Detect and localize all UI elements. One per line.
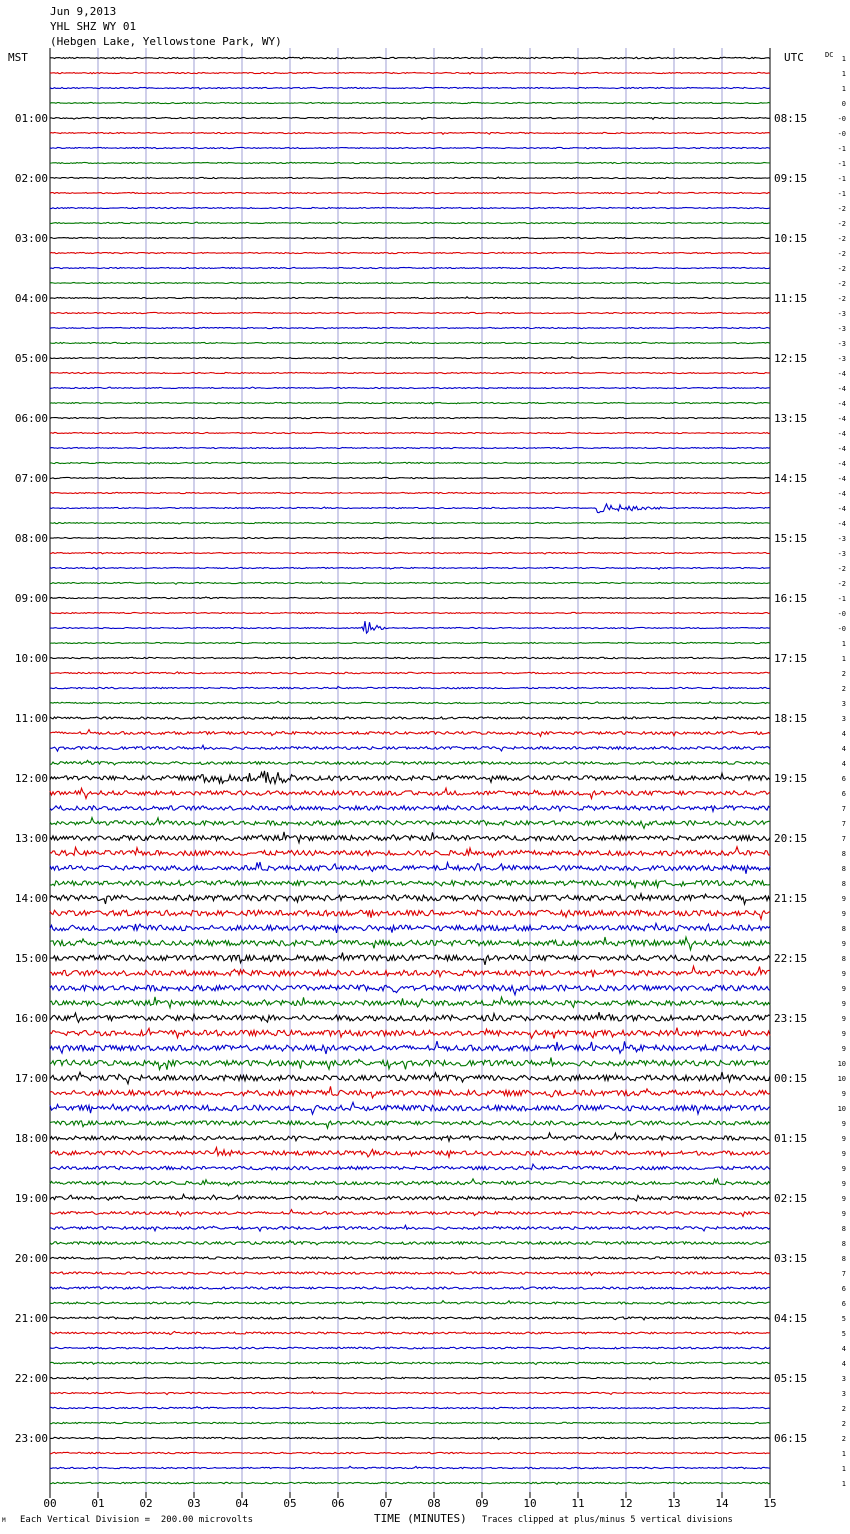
x-tick-label: 04: [235, 1497, 249, 1510]
trace-row: [50, 402, 770, 404]
dc-offset-value: -2: [837, 295, 846, 303]
mst-hour-label: 15:00: [14, 952, 48, 965]
dc-offset-value: 8: [841, 850, 846, 858]
trace-row: [50, 252, 770, 253]
trace-row: [50, 642, 770, 643]
dc-offset-value: 4: [841, 1345, 846, 1353]
dc-offset-value: -2: [837, 205, 846, 213]
utc-hour-label: 12:15: [774, 352, 808, 365]
trace-row: [50, 207, 770, 208]
trace-row: [50, 1272, 770, 1276]
trace-row: [50, 1347, 770, 1349]
trace-row: [50, 567, 770, 569]
mst-hour-label: 16:00: [14, 1012, 48, 1025]
utc-hour-label: 21:15: [774, 892, 808, 905]
dc-offset-value: -4: [837, 490, 846, 498]
x-tick-label: 10: [523, 1497, 537, 1510]
dc-offset-value: -1: [837, 160, 846, 168]
trace-row: [50, 522, 770, 523]
trace-row: [50, 432, 770, 433]
utc-hour-label: 17:15: [774, 652, 808, 665]
trace-row: [50, 1121, 770, 1128]
mst-hour-label: 23:00: [14, 1432, 48, 1445]
trace-row: [50, 372, 770, 373]
utc-hour-label: 06:15: [774, 1432, 808, 1445]
trace-row: [50, 910, 770, 919]
dc-offset-value: 6: [841, 1300, 846, 1308]
x-tick-label: 12: [619, 1497, 633, 1510]
x-tick-label: 09: [475, 1497, 489, 1510]
trace-row: [50, 788, 770, 798]
mst-hour-label: 22:00: [14, 1372, 48, 1385]
utc-hour-label: 15:15: [774, 532, 808, 545]
dc-offset-value: -2: [837, 580, 846, 588]
dc-offset-value: 4: [841, 1360, 846, 1368]
utc-axis-label: UTC: [784, 51, 804, 64]
dc-offset-value: 10: [837, 1075, 846, 1083]
dc-offset-value: 2: [841, 1435, 846, 1443]
x-tick-label: 13: [667, 1497, 681, 1510]
dc-offset-value: -0: [837, 625, 846, 633]
trace-row: [50, 597, 770, 599]
mst-hour-label: 12:00: [14, 772, 48, 785]
trace-row: [50, 162, 770, 163]
trace-row: [50, 717, 770, 719]
dc-offset-value: -4: [837, 475, 846, 483]
trace-row: [50, 222, 770, 224]
mst-axis-label: MST: [8, 51, 28, 64]
utc-hour-label: 23:15: [774, 1012, 808, 1025]
dc-offset-value: -4: [837, 460, 846, 468]
trace-row: [50, 1317, 770, 1320]
dc-offset-value: 8: [841, 1255, 846, 1263]
trace-row: [50, 880, 770, 887]
dc-offset-value: -3: [837, 355, 846, 363]
mst-hour-label: 11:00: [14, 712, 48, 725]
utc-hour-label: 22:15: [774, 952, 808, 965]
trace-row: [50, 1301, 770, 1305]
station-location: (Hebgen Lake, Yellowstone Park, WY): [50, 35, 282, 48]
trace-row: [50, 87, 770, 89]
dc-offset-value: -4: [837, 430, 846, 438]
dc-offset-value: -3: [837, 340, 846, 348]
trace-row: [50, 282, 770, 283]
dc-offset-value: 1: [841, 85, 846, 93]
trace-row: [50, 1086, 770, 1097]
trace-row: [50, 1028, 770, 1039]
utc-hour-label: 05:15: [774, 1372, 808, 1385]
mst-hour-label: 05:00: [14, 352, 48, 365]
utc-hour-label: 18:15: [774, 712, 808, 725]
dc-offset-value: 9: [841, 1045, 846, 1053]
dc-offset-value: 9: [841, 1150, 846, 1158]
x-axis-ticks: [43, 1492, 776, 1510]
trace-row: [50, 1210, 770, 1217]
dc-offset-value: -1: [837, 595, 846, 603]
trace-row: [50, 1194, 770, 1201]
dc-offset-value: -4: [837, 505, 846, 513]
utc-hour-label: 19:15: [774, 772, 808, 785]
trace-row: [50, 1225, 770, 1231]
minute-gridlines: [50, 48, 770, 1492]
dc-offset-value: 9: [841, 1165, 846, 1173]
dc-offset-value: 6: [841, 1285, 846, 1293]
dc-offset-value: -0: [837, 610, 846, 618]
dc-offset-value: 9: [841, 1030, 846, 1038]
mst-hour-label: 13:00: [14, 832, 48, 845]
dc-offset-value: 1: [841, 1450, 846, 1458]
dc-offset-value: 1: [841, 1480, 846, 1488]
x-tick-label: 02: [139, 1497, 153, 1510]
trace-row: [50, 1452, 770, 1453]
dc-offset-value: -1: [837, 145, 846, 153]
trace-row: [50, 1102, 770, 1114]
mst-hour-label: 19:00: [14, 1192, 48, 1205]
x-tick-label: 15: [763, 1497, 777, 1510]
dc-offset-value: 1: [841, 55, 846, 63]
trace-row: [50, 1287, 770, 1289]
dc-offset-value: 7: [841, 820, 846, 828]
x-tick-label: 05: [283, 1497, 297, 1510]
trace-row: [50, 1437, 770, 1439]
trace-row: [50, 672, 770, 674]
trace-row: [50, 417, 770, 418]
trace-row: [50, 657, 770, 659]
dc-offset-value: 9: [841, 1000, 846, 1008]
trace-row: [50, 1164, 770, 1170]
trace-row: [50, 1041, 770, 1054]
x-tick-label: 00: [43, 1497, 57, 1510]
mst-hour-label: 02:00: [14, 172, 48, 185]
trace-row: [50, 701, 770, 703]
utc-hour-labels: [774, 112, 807, 1445]
utc-hour-label: 09:15: [774, 172, 808, 185]
dc-offset-value: -3: [837, 310, 846, 318]
dc-offset-value: 2: [841, 1405, 846, 1413]
trace-row: [50, 923, 770, 932]
trace-row: [50, 132, 770, 134]
dc-offset-value: 3: [841, 1375, 846, 1383]
trace-row: [50, 552, 770, 554]
trace-row: [50, 492, 770, 493]
trace-row: [50, 745, 770, 751]
dc-offset-value: -4: [837, 385, 846, 393]
dc-offset-value: 2: [841, 1420, 846, 1428]
dc-offset-value: -3: [837, 535, 846, 543]
dc-offset-value: -2: [837, 220, 846, 228]
dc-offset-value: -3: [837, 325, 846, 333]
dc-offset-value: -1: [837, 190, 846, 198]
dc-offset-value: 6: [841, 790, 846, 798]
trace-row: [50, 1392, 770, 1395]
x-tick-label: 08: [427, 1497, 441, 1510]
dc-offset-value: 8: [841, 955, 846, 963]
dc-offset-value: -1: [837, 175, 846, 183]
dc-offset-value: 1: [841, 640, 846, 648]
utc-hour-label: 02:15: [774, 1192, 808, 1205]
dc-offset-value: 4: [841, 745, 846, 753]
dc-offset-value: 6: [841, 775, 846, 783]
dc-offset-value: -0: [837, 115, 846, 123]
dc-offset-column: [838, 55, 846, 1488]
trace-row: [50, 297, 770, 299]
trace-row: [50, 847, 770, 857]
dc-offset-value: 2: [841, 670, 846, 678]
mst-hour-label: 06:00: [14, 412, 48, 425]
x-tick-label: 14: [715, 1497, 729, 1510]
clip-note: Traces clipped at plus/minus 5 vertical divisions: [482, 1515, 733, 1525]
trace-row: [50, 267, 770, 268]
dc-offset-value: -4: [837, 370, 846, 378]
dc-offset-value: 5: [841, 1330, 846, 1338]
trace-row: [50, 357, 770, 359]
x-tick-label: 03: [187, 1497, 201, 1510]
dc-offset-value: 1: [841, 1465, 846, 1473]
trace-row: [50, 621, 770, 633]
dc-offset-value: -4: [837, 415, 846, 423]
dc-offset-value: -3: [837, 550, 846, 558]
dc-offset-value: 3: [841, 1390, 846, 1398]
trace-row: [50, 937, 770, 950]
dc-offset-value: 4: [841, 730, 846, 738]
dc-offset-value: 3: [841, 700, 846, 708]
trace-row: [50, 1422, 770, 1423]
dc-offset-value: -4: [837, 400, 846, 408]
dc-offset-value: -2: [837, 250, 846, 258]
trace-row: [50, 966, 770, 977]
dc-offset-value: 2: [841, 685, 846, 693]
trace-row: [50, 342, 770, 344]
mst-hour-label: 10:00: [14, 652, 48, 665]
trace-row: [50, 117, 770, 119]
trace-row: [50, 953, 770, 965]
trace-row: [50, 102, 770, 103]
dc-offset-value: 9: [841, 970, 846, 978]
dc-offset-value: 9: [841, 1120, 846, 1128]
trace-row: [50, 237, 770, 239]
trace-row: [50, 477, 770, 478]
dc-offset-value: 9: [841, 895, 846, 903]
trace-row: [50, 730, 770, 737]
trace-row: [50, 1240, 770, 1245]
utc-hour-label: 13:15: [774, 412, 808, 425]
dc-offset-value: 1: [841, 70, 846, 78]
dc-offset-value: -2: [837, 280, 846, 288]
mst-hour-label: 14:00: [14, 892, 48, 905]
dc-offset-value: 10: [837, 1060, 846, 1068]
utc-hour-label: 04:15: [774, 1312, 808, 1325]
x-axis-title: TIME (MINUTES): [374, 1512, 467, 1525]
utc-hour-label: 11:15: [774, 292, 808, 305]
x-tick-label: 06: [331, 1497, 345, 1510]
dc-offset-value: 9: [841, 1135, 846, 1143]
utc-hour-label: 10:15: [774, 232, 808, 245]
trace-row: [50, 1362, 770, 1364]
dc-offset-value: -2: [837, 265, 846, 273]
dc-offset-value: 9: [841, 1195, 846, 1203]
trace-row: [50, 72, 770, 74]
trace-row: [50, 985, 770, 995]
corner-mark: M: [2, 1517, 6, 1524]
mst-hour-label: 21:00: [14, 1312, 48, 1325]
utc-hour-label: 16:15: [774, 592, 808, 605]
dc-offset-value: 9: [841, 1180, 846, 1188]
mst-hour-label: 18:00: [14, 1132, 48, 1145]
mst-hour-labels: [15, 112, 48, 1445]
dc-offset-value: 0: [841, 100, 846, 108]
dc-offset-value: 7: [841, 835, 846, 843]
trace-row: [50, 1072, 770, 1084]
mst-hour-label: 09:00: [14, 592, 48, 605]
trace-row: [50, 387, 770, 389]
dc-offset-value: 8: [841, 925, 846, 933]
trace-row: [50, 894, 770, 905]
trace-row: [50, 462, 770, 464]
trace-row: [50, 312, 770, 313]
dc-offset-value: -4: [837, 445, 846, 453]
trace-row: [50, 862, 770, 874]
mst-hour-label: 07:00: [14, 472, 48, 485]
utc-hour-label: 20:15: [774, 832, 808, 845]
dc-offset-value: 1: [841, 655, 846, 663]
trace-row: [50, 1012, 770, 1022]
mst-hour-label: 08:00: [14, 532, 48, 545]
trace-row: [50, 1331, 770, 1334]
dc-offset-value: 9: [841, 1090, 846, 1098]
dc-offset-value: 10: [837, 1105, 846, 1113]
dc-offset-value: 9: [841, 940, 846, 948]
trace-row: [50, 57, 770, 59]
dc-offset-value: 8: [841, 1225, 846, 1233]
chart-date: Jun 9,2013: [50, 5, 117, 18]
trace-row: [50, 818, 770, 829]
utc-hour-label: 01:15: [774, 1132, 808, 1145]
trace-row: [50, 760, 770, 765]
trace-row: [50, 447, 770, 448]
dc-offset-value: 8: [841, 865, 846, 873]
dc-offset-value: 5: [841, 1315, 846, 1323]
dc-offset-value: 8: [841, 880, 846, 888]
trace-row: [50, 686, 770, 688]
mst-hour-label: 17:00: [14, 1072, 48, 1085]
dc-offset-value: -4: [837, 520, 846, 528]
dc-offset-value: 3: [841, 715, 846, 723]
mst-hour-label: 04:00: [14, 292, 48, 305]
trace-row: [50, 832, 770, 843]
dc-offset-value: -0: [837, 130, 846, 138]
trace-row: [50, 504, 770, 513]
trace-row: [50, 177, 770, 179]
utc-hour-label: 14:15: [774, 472, 808, 485]
trace-row: [50, 771, 770, 784]
dc-offset-value: 7: [841, 1270, 846, 1278]
dc-offset-value: 9: [841, 1210, 846, 1218]
trace-row: [50, 537, 770, 538]
trace-row: [50, 806, 770, 812]
trace-row: [50, 582, 770, 584]
trace-row: [50, 1466, 770, 1469]
dc-offset-value: 7: [841, 805, 846, 813]
dc-column-label: DC: [825, 51, 834, 59]
trace-row: [50, 327, 770, 328]
mst-hour-label: 01:00: [14, 112, 48, 125]
trace-row: [50, 997, 770, 1008]
mst-hour-label: 03:00: [14, 232, 48, 245]
dc-offset-value: 9: [841, 910, 846, 918]
utc-hour-label: 03:15: [774, 1252, 808, 1265]
trace-row: [50, 1377, 770, 1379]
vertical-scale-note: Each Vertical Division = 200.00 microvolts: [20, 1515, 253, 1525]
dc-offset-value: -2: [837, 235, 846, 243]
trace-row: [50, 1257, 770, 1260]
trace-row: [50, 192, 770, 194]
trace-row: [50, 1058, 770, 1070]
trace-row: [50, 1133, 770, 1141]
trace-row: [50, 1482, 770, 1484]
dc-offset-value: 9: [841, 985, 846, 993]
mst-hour-label: 20:00: [14, 1252, 48, 1265]
dc-offset-value: 9: [841, 1015, 846, 1023]
dc-offset-value: -2: [837, 565, 846, 573]
trace-row: [50, 147, 770, 148]
x-tick-label: 01: [91, 1497, 105, 1510]
trace-row: [50, 612, 770, 613]
station-code: YHL SHZ WY 01: [50, 20, 137, 33]
trace-row: [50, 1407, 770, 1409]
x-tick-label: 11: [571, 1497, 585, 1510]
dc-offset-value: 4: [841, 760, 846, 768]
trace-row: [50, 1179, 770, 1186]
utc-hour-label: 00:15: [774, 1072, 808, 1085]
utc-hour-label: 08:15: [774, 112, 808, 125]
trace-row: [50, 1147, 770, 1157]
seismic-traces: [50, 57, 770, 1484]
dc-offset-value: 8: [841, 1240, 846, 1248]
x-tick-label: 07: [379, 1497, 393, 1510]
